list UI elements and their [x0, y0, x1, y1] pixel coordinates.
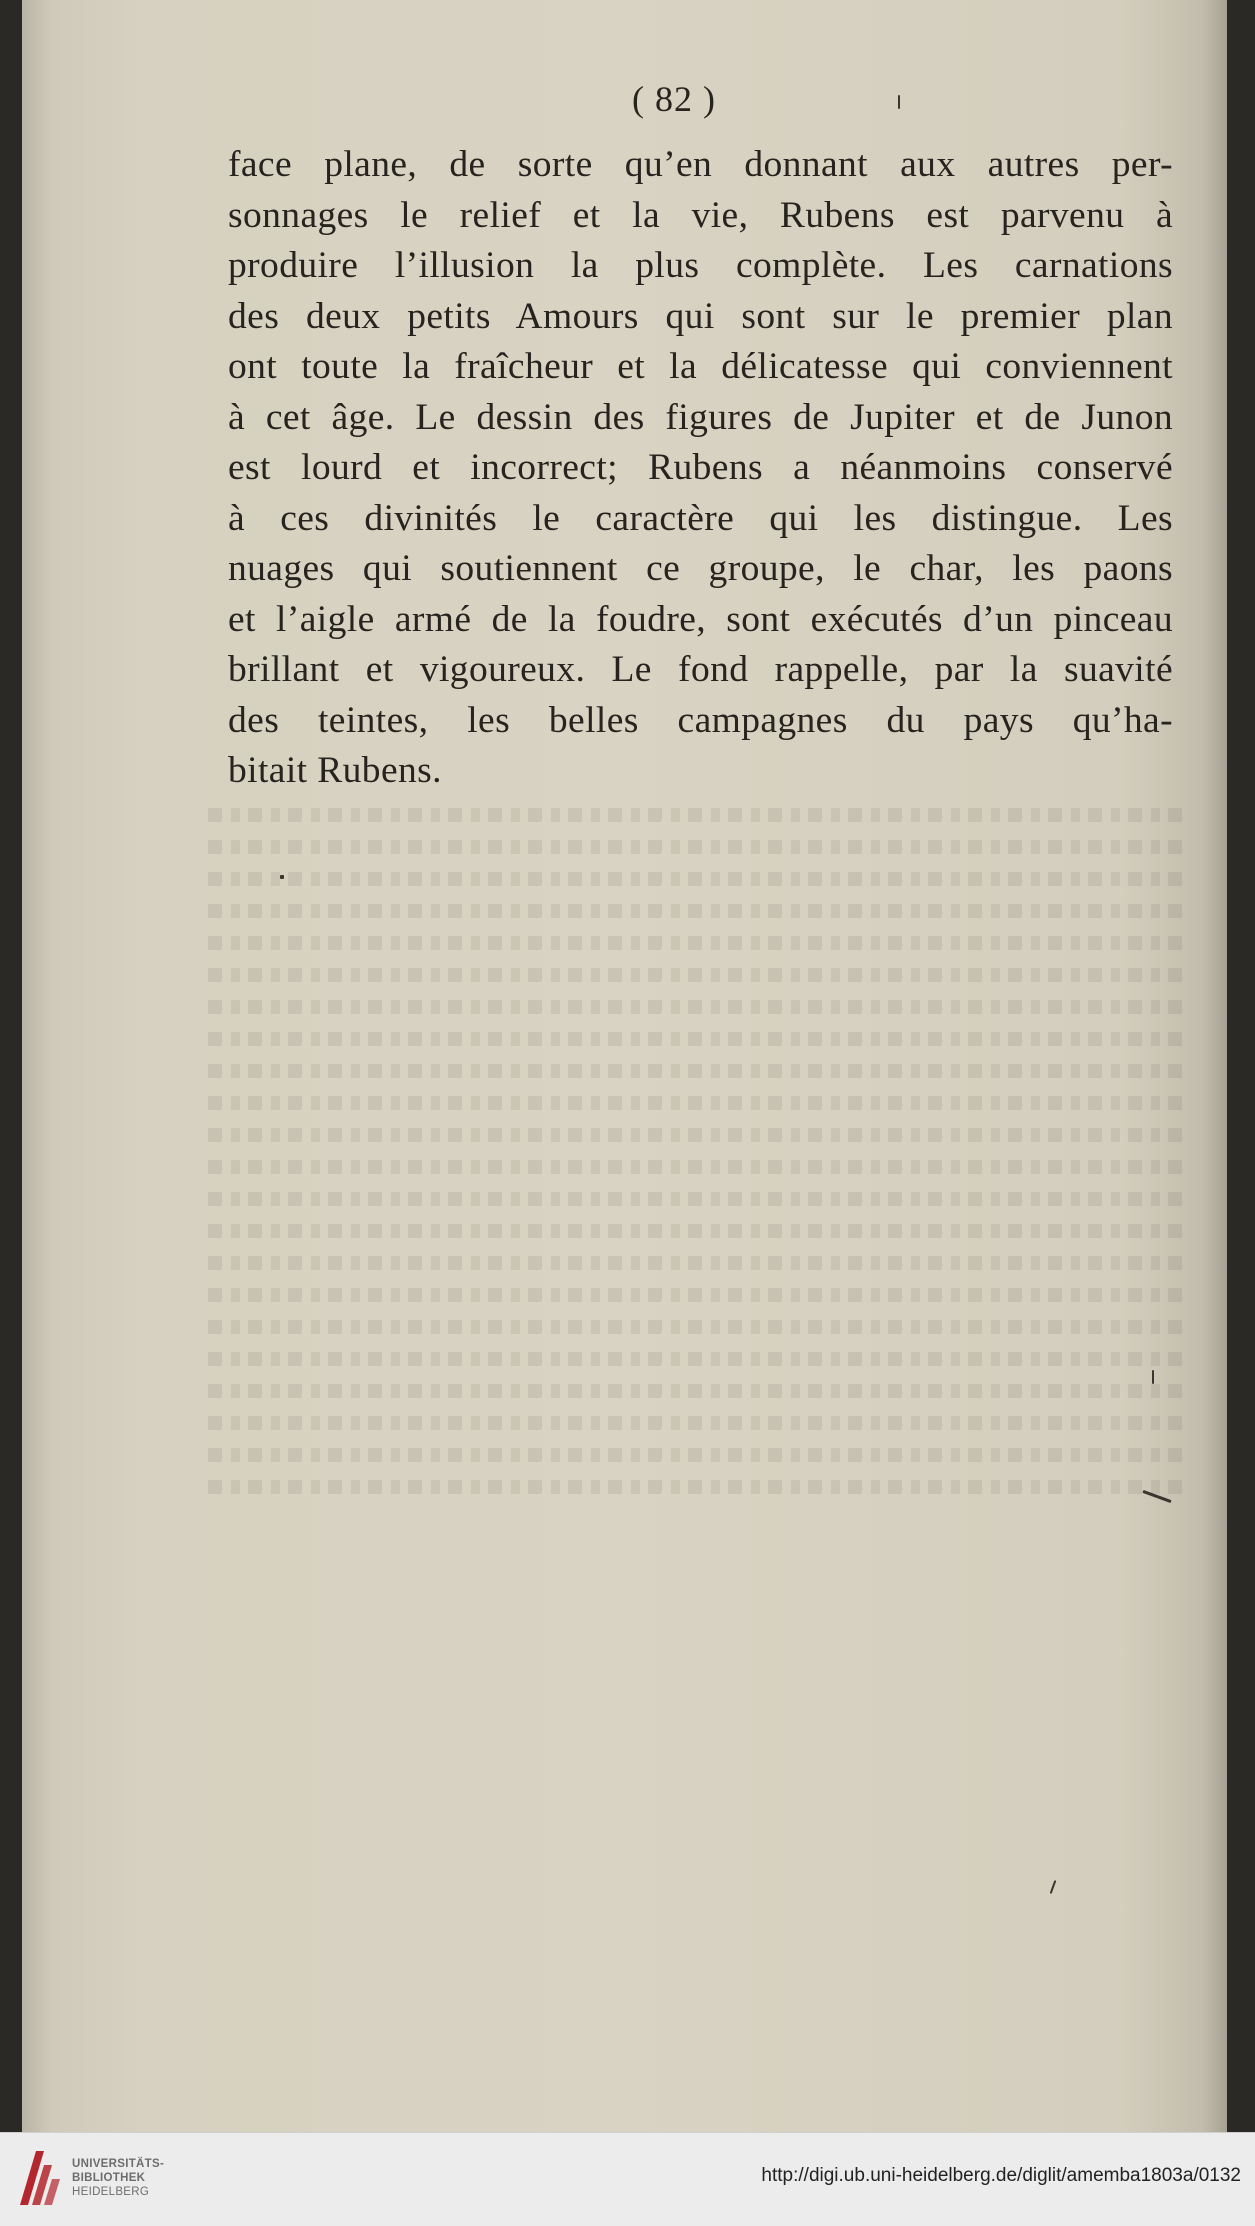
text-line: nuages qui soutiennent ce groupe, le char, les paons — [228, 548, 1173, 589]
text-line: à cet âge. Le dessin des figures de Jupiter et de Junon — [228, 396, 1173, 438]
body-text — [228, 140, 1173, 797]
library-name — [72, 2157, 164, 2199]
library-name-line: HEIDELBERG — [72, 2186, 150, 2198]
library-name-line: UNIVERSITÄTS- — [72, 2158, 165, 2170]
heidelberg-logo-icon — [14, 2147, 62, 2209]
text-line: ont toute la fraîcheur et la délicatesse qui conviennent — [228, 346, 1173, 387]
text-line: bitait Rubens. — [228, 750, 442, 791]
footer-bar — [0, 2132, 1255, 2226]
paper-speck — [1152, 1370, 1154, 1384]
book-page — [22, 0, 1227, 2132]
text-line: brillant et vigoureux. Le fond rappelle, par la suavité — [228, 649, 1173, 690]
text-line: est lourd et incorrect; Rubens a néanmoins conservé — [228, 447, 1173, 488]
text-line: produire l’illusion la plus complète. Les carnations — [228, 245, 1173, 286]
page-number: ( 82 ) — [632, 79, 716, 119]
paper-speck — [898, 95, 900, 109]
text-line: des teintes, les belles campagnes du pays qu’ha- — [228, 699, 1173, 741]
text-line: à ces divinités le caractère qui les distingue. Les — [228, 497, 1173, 539]
permalink-url[interactable]: http://digi.ub.uni-heidelberg.de/diglit/amemba1803a/0132 — [761, 2165, 1241, 2186]
bleed-through-texture — [202, 790, 1182, 1910]
paper-speck — [280, 875, 284, 879]
text-line: et l’aigle armé de la foudre, sont exécutés d’un pinceau — [228, 598, 1173, 640]
library-name-line: BIBLIOTHEK — [72, 2172, 146, 2184]
text-line: sonnages le relief et la vie, Rubens est parvenu à — [228, 194, 1173, 236]
text-line: des deux petits Amours qui sont sur le premier plan — [228, 295, 1173, 337]
text-line: face plane, de sorte qu’en donnant aux autres per- — [228, 144, 1173, 185]
